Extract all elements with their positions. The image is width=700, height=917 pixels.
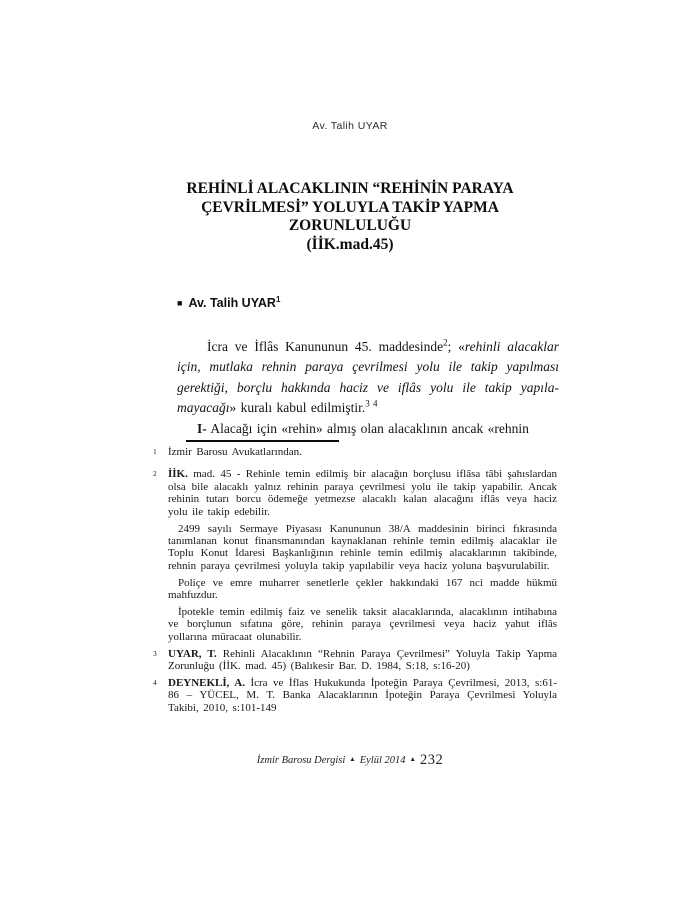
footnote-separator-rule bbox=[186, 440, 339, 442]
body-paragraph-2-text: Alacağı için «rehin» almış olan alacaklının ancak «rehnin bbox=[206, 420, 529, 436]
footnote-4-citation: İcra ve İflas Hukukunda İpoteğin Paraya Çevrilmesi, 2013, s:61-86 – YÜCEL, M. T. Banka Alacaklarının İpoteğin Paraya Çevrilmesi Yoluyla Takibi, 2010, s:101-149 bbox=[168, 677, 557, 714]
title-line-1: REHİNLİ ALACAKLININ “REHİNİN PARAYA bbox=[186, 180, 514, 197]
journal-name: İzmir Barosu Dergisi bbox=[256, 755, 346, 766]
body-tail-text: » kuralı kabul edilmiştir. bbox=[229, 400, 366, 416]
page-number: 232 bbox=[419, 752, 444, 768]
cited-author-uyar: UYAR, T. bbox=[168, 647, 217, 660]
footnote-2-paragraph-4: İpotekle temin edilmiş faiz ve senelik taksit alacaklarında, alacaklının intihabına ve borçlunun sıfatına göre, rehinin paraya çevrilmesi veya haciz yahut iflâs yollarına müracaat olunabilir. bbox=[168, 605, 557, 643]
quote-open: ; « bbox=[447, 339, 465, 354]
article-body bbox=[177, 337, 559, 439]
title-line-4: (İİK.mad.45) bbox=[306, 235, 394, 253]
author-footnote-ref: 1 bbox=[275, 295, 281, 304]
footnote-ref-2: 2 bbox=[443, 337, 448, 348]
issue-date: Eylül 2014 bbox=[359, 755, 406, 766]
statute-abbreviation: İİK. bbox=[168, 468, 188, 481]
triangle-separator-icon: ▲ bbox=[349, 756, 356, 763]
footnote-3-citation: Rehinli Alacaklının “Rehnin Paraya Çevrilmesi” Yoluyla Takip Yapma Zorunluğu (İİK. mad. 45) (Balıkesir Bar. D. 1984, S:18, s:16-20) bbox=[168, 647, 558, 673]
title-line-3: ZORUNLULUĞU bbox=[288, 217, 412, 234]
footnote-4 bbox=[149, 677, 557, 714]
footnote-number-2: 2 bbox=[153, 469, 157, 479]
footnote-4-text bbox=[168, 677, 557, 714]
footnote-refs-3-4: 3 4 bbox=[365, 398, 378, 409]
footnote-number-3: 3 bbox=[153, 648, 157, 658]
title-line-2: ÇEVRİLMESİ” YOLUYLA TAKİP YAPMA bbox=[201, 198, 499, 216]
footnote-1-text: İzmir Barosu Avukatlarından. bbox=[168, 446, 302, 458]
footnote-2-paragraph-2: 2499 sayılı Sermaye Piyasası Kanununun 38/A maddesinin birinci fıkrasında tanımlanan konut finansmanından kaynaklanan rehinle temin edilmiş alacaklar ile Toplu Konut İdaresi Başkanlığının rehinle temin edilmiş alacaklarının takibinde, rehnin paraya çevrilmesi yoluyla takip yapılabilir veya haciz yoluna başvurulabilir. bbox=[168, 522, 557, 572]
footnote-2 bbox=[149, 468, 557, 643]
author-name: Av. Talih UYAR bbox=[188, 296, 276, 311]
footnote-2-paragraph-3: Poliçe ve emre muharrer senetlerle çekler hakkındaki 167 nci madde hükmü mahfuzdur. bbox=[168, 576, 557, 602]
author-byline bbox=[177, 295, 280, 310]
triangle-separator-icon: ▲ bbox=[409, 756, 416, 763]
page-footer bbox=[0, 752, 700, 769]
footnote-number-1: 1 bbox=[153, 447, 157, 456]
footnote-2-paragraph-1 bbox=[168, 468, 557, 518]
footnote-3 bbox=[149, 648, 557, 673]
body-lead-text: İcra ve İflâs Kanununun 45. maddesinde bbox=[207, 339, 444, 354]
footnote-1 bbox=[149, 446, 557, 458]
footnote-number-4: 4 bbox=[153, 678, 157, 687]
footnote-2-paragraph-1-text: mad. 45 - Rehinle temin edilmiş bir alacağın borçlusu iflâsa tâbi şahıslardan olsa bile alacaklı yalnız rehinin paraya çevrilmesi yolu ile takip yapabilir. Ancak rehinin tutarı borcu ödemeğe yetmezse alacaklı kalan alacağını iflâs veya haciz yolu ile takip edebilir. bbox=[168, 468, 557, 518]
article-title bbox=[147, 180, 553, 254]
statute-quote: rehinli alacaklar için, mutlaka rehnin paraya çevrilmesi yolu ile takip yapılması gerektiği, borçlu hakkında haciz ve iflâs yolu ile takip yapıla-mayacağı bbox=[177, 339, 559, 416]
body-paragraph-1 bbox=[177, 337, 559, 419]
section-numeral: I- bbox=[197, 420, 207, 436]
square-bullet-icon: ■ bbox=[177, 297, 183, 308]
body-paragraph-2 bbox=[177, 419, 559, 439]
footnotes-section bbox=[149, 446, 557, 719]
cited-author-deynekli: DEYNEKLİ, A. bbox=[168, 677, 245, 689]
footnote-3-text bbox=[168, 648, 557, 673]
running-header: Av. Talih UYAR bbox=[312, 120, 388, 132]
